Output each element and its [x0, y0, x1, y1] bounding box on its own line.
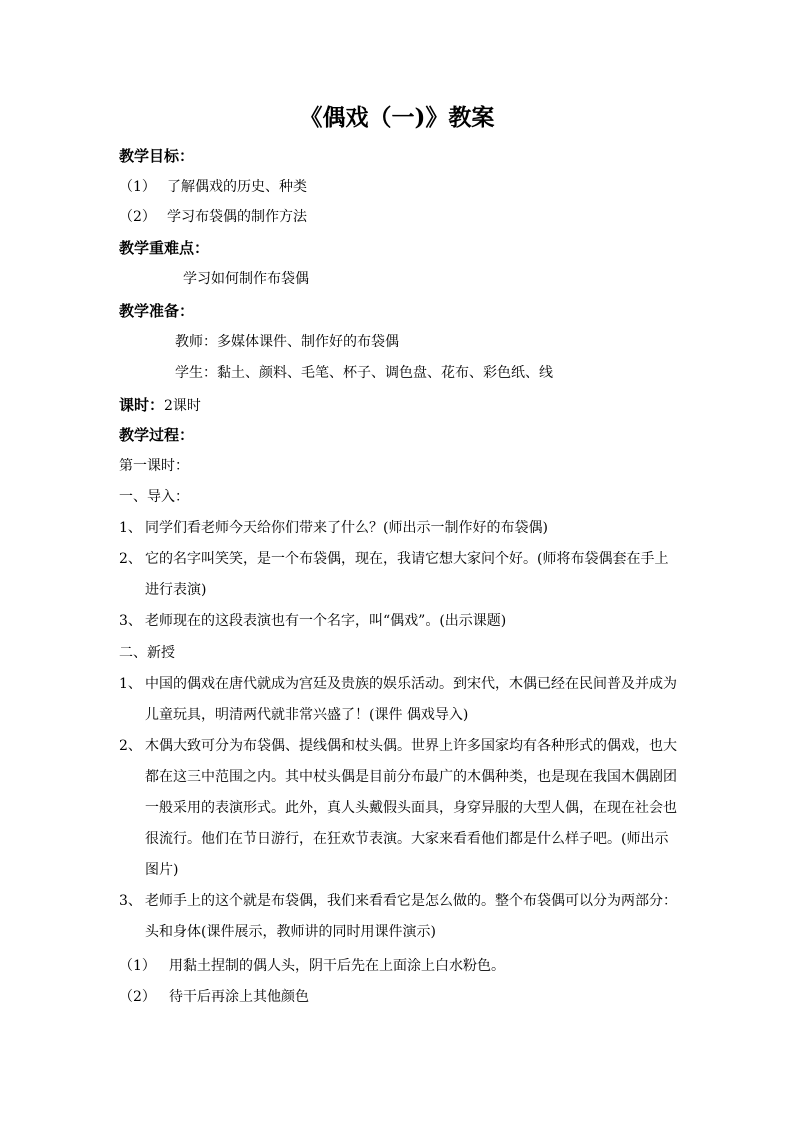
list-text-continued: 儿童玩具，明清两代就非常兴盛了！(课件 偶戏导入)	[145, 707, 469, 723]
preparation-teacher: 教师：多媒体课件、制作好的布袋偶	[175, 334, 399, 350]
step-text: 待干后再涂上其他颜色	[169, 989, 309, 1005]
step-num: （2）	[119, 989, 156, 1005]
step-text: 用黏土捏制的偶人头，阴干后先在上面涂上白水粉色。	[169, 958, 505, 974]
objective-text: 学习布袋偶的制作方法	[167, 209, 307, 225]
list-index: 2、	[119, 551, 142, 567]
step-item	[119, 956, 505, 976]
list-item	[119, 611, 506, 631]
preparation-student: 学生：黏土、颜料、毛笔、杯子、调色盘、花布、彩色纸、线	[175, 365, 553, 381]
list-item	[119, 736, 677, 756]
document-title: 《偶戏（一)》教案	[299, 104, 495, 131]
list-text-continued: 头和身体(课件展示，教师讲的同时用课件演示)	[145, 924, 436, 940]
objectives-heading: 教学目标：	[119, 147, 195, 165]
section-intro-heading: 一、导入：	[119, 489, 189, 505]
list-item	[119, 549, 668, 569]
objective-item-1	[119, 177, 307, 197]
process-heading: 教学过程：	[119, 426, 195, 444]
list-index: 2、	[119, 738, 142, 754]
list-item	[119, 891, 677, 911]
hours-line	[119, 395, 201, 416]
key-points-text: 学习如何制作布袋偶	[183, 271, 309, 287]
step-num: （1）	[119, 958, 156, 974]
list-text-continued: 图片)	[145, 862, 179, 878]
list-text-continued: 很流行。他们在节日游行，在狂欢节表演。大家来看看他们都是什么样子吧。(师出示	[145, 831, 669, 847]
hours-label: 课时：	[119, 396, 165, 414]
list-index: 3、	[119, 613, 142, 629]
preparation-heading: 教学准备：	[119, 302, 195, 320]
objective-item-2	[119, 207, 307, 227]
list-item	[119, 518, 548, 538]
list-text: 老师手上的这个就是布袋偶，我们来看看它是怎么做的。整个布袋偶可以分为两部分：	[145, 893, 677, 909]
list-item	[119, 674, 677, 694]
section-new-heading: 二、新授	[119, 645, 175, 661]
list-text: 它的名字叫笑笑，是一个布袋偶，现在，我请它想大家问个好。(师将布袋偶套在手上	[145, 551, 669, 567]
list-text: 老师现在的这段表演也有一个名字，叫“偶戏”。(出示课题)	[145, 613, 507, 629]
objective-num: （1）	[119, 179, 156, 195]
list-text-continued: 都在这三中范围之内。其中杖头偶是目前分布最广的木偶种类，也是现在我国木偶剧团	[145, 769, 677, 785]
objective-text: 了解偶戏的历史、种类	[167, 179, 307, 195]
lesson-label: 第一课时：	[119, 458, 189, 474]
list-text: 中国的偶戏在唐代就成为宫廷及贵族的娱乐活动。到宋代，木偶已经在民间普及并成为	[145, 676, 677, 692]
list-text-continued: 进行表演)	[145, 582, 207, 598]
list-text: 同学们看老师今天给你们带来了什么？(师出示一制作好的布袋偶)	[145, 520, 548, 536]
list-index: 1、	[119, 676, 142, 692]
list-index: 3、	[119, 893, 142, 909]
hours-value: 2课时	[164, 398, 201, 414]
list-text-continued: 一般采用的表演形式。此外，真人头戴假头面具，身穿异服的大型人偶，在现在社会也	[145, 800, 677, 816]
list-text: 木偶大致可分为布袋偶、提线偶和杖头偶。世界上许多国家均有各种形式的偶戏，也大	[145, 738, 677, 754]
objective-num: （2）	[119, 209, 156, 225]
key-points-heading: 教学重难点：	[119, 239, 210, 257]
step-item	[119, 987, 309, 1007]
list-index: 1、	[119, 520, 142, 536]
